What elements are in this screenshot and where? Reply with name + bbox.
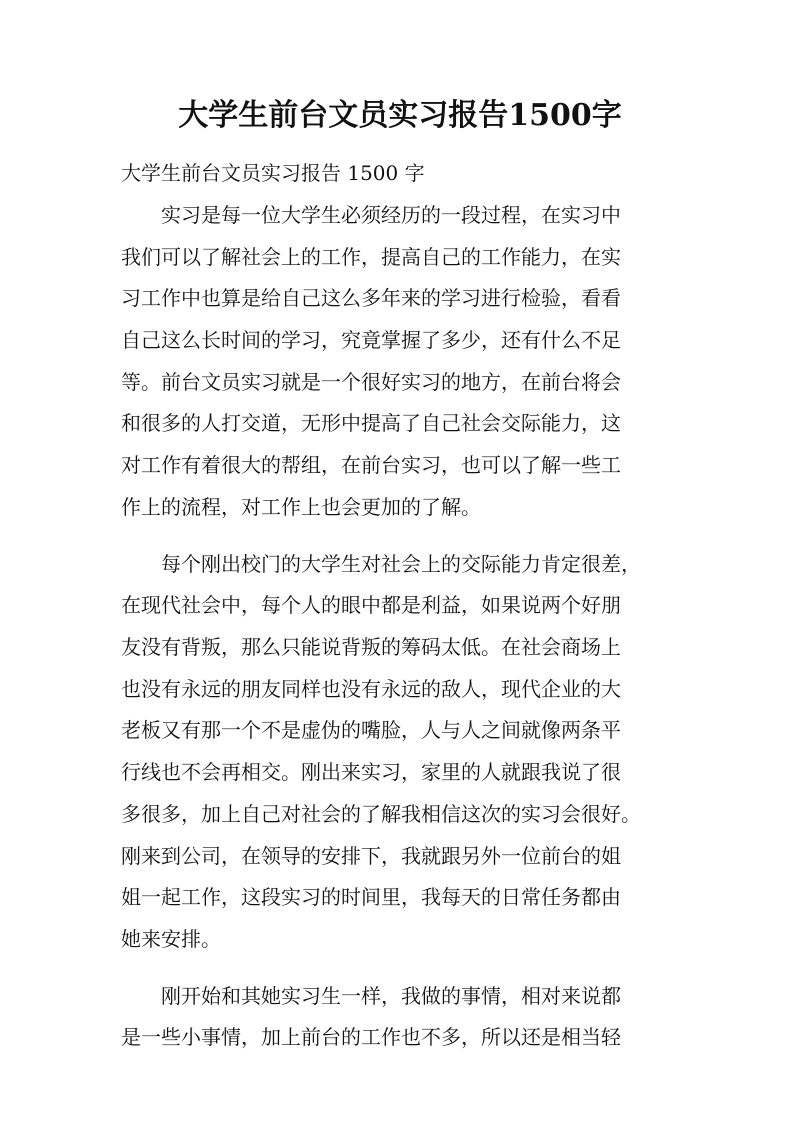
paragraph-3: [121, 976, 681, 1059]
text-line: 自己这么长时间的学习，究竟掌握了多少，还有什么不足: [121, 328, 621, 353]
text-line: 等。前台文员实习就是一个很好实习的地方，在前台将会: [121, 369, 621, 394]
paragraph-1: [121, 195, 681, 529]
text-line: 刚来到公司，在领导的安排下，我就跟另外一位前台的姐: [121, 843, 621, 868]
document-title: 大学生前台文员实习报告1500字: [178, 98, 622, 133]
text-line: 多很多，加上自己对社会的了解我相信这次的实习会很好。: [121, 801, 641, 826]
text-line: 她来安排。: [121, 926, 221, 951]
text-line: 作上的流程，对工作上也会更加的了解。: [121, 494, 481, 519]
text-line: 在现代社会中，每个人的眼中都是利益，如果说两个好朋: [121, 593, 621, 618]
text-line: 习工作中也算是给自己这么多年来的学习进行检验，看看: [121, 286, 621, 311]
text-line: 姐一起工作，这段实习的时间里，我每天的日常任务都由: [121, 885, 621, 910]
text-line: 实习是每一位大学生必须经历的一段过程，在实习中: [161, 203, 621, 227]
text-line: 也没有永远的朋友同样也没有永远的敌人，现代企业的大: [121, 676, 621, 701]
text-line: 和很多的人打交道，无形中提高了自己社会交际能力，这: [121, 411, 621, 436]
document-subtitle: 大学生前台文员实习报告 1500 字: [121, 161, 425, 185]
text-line: 老板又有那一个不是虚伪的嘴脸，人与人之间就像两条平: [121, 718, 621, 743]
text-line: 我们可以了解社会上的工作，提高自己的工作能力，在实: [121, 244, 621, 269]
text-line: 友没有背叛，那么只能说背叛的筹码太低。在社会商场上: [121, 635, 621, 660]
text-line: 对工作有着很大的帮组，在前台实习，也可以了解一些工: [121, 453, 621, 478]
text-line: 刚开始和其她实习生一样，我做的事情，相对来说都: [161, 983, 621, 1008]
text-line: 是一些小事情，加上前台的工作也不多，所以还是相当轻: [121, 1025, 621, 1050]
paragraph-2: [121, 544, 681, 961]
text-line: 每个刚出校门的大学生对社会上的交际能力肯定很差，: [161, 551, 641, 576]
text-line: 行线也不会再相交。刚出来实习，家里的人就跟我说了很: [121, 760, 621, 785]
document-body: [121, 195, 681, 1074]
